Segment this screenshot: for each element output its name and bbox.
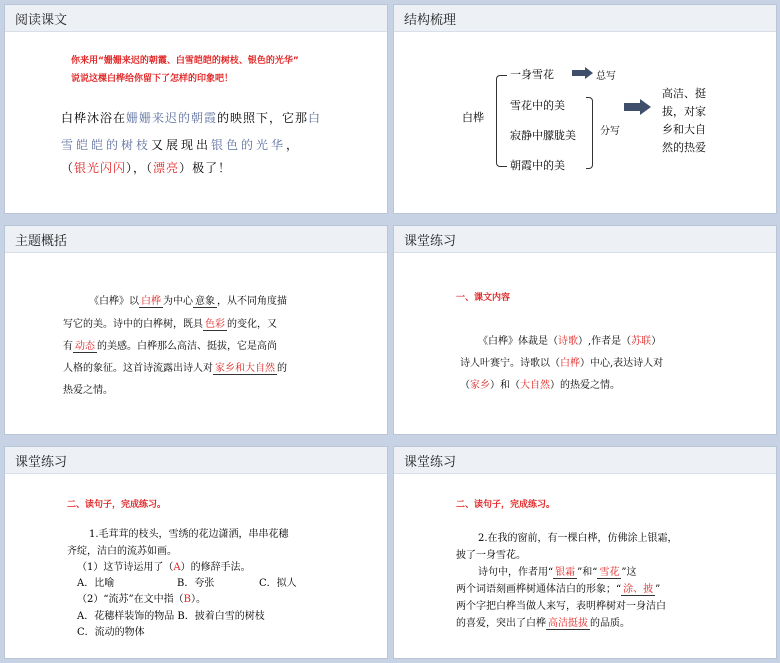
slide-header <box>5 5 387 32</box>
slide-structure[interactable] <box>393 4 777 214</box>
branch-234-tag: 分写 <box>600 126 620 137</box>
text: ）和（ <box>490 380 520 391</box>
slide-exercise-1[interactable] <box>4 446 388 659</box>
theme-line-5: 热爱之情。 <box>63 385 113 396</box>
answer: 苏联 <box>631 336 652 347</box>
analysis-line-2 <box>456 580 660 595</box>
text: ）的热爱之情。 <box>550 380 620 391</box>
text: （1）这节诗运用了（ <box>77 562 174 573</box>
text: 的 <box>277 363 287 374</box>
text: ）中心,表达诗人对 <box>580 358 664 369</box>
text: 的喜爱，突出了白桦 <box>456 618 546 629</box>
branch-4: 朝霞中的美 <box>510 159 565 172</box>
keyword: 意象 <box>195 296 215 307</box>
text: ”和“ <box>577 567 598 578</box>
exercise-line-3 <box>460 376 620 391</box>
text: （ <box>460 380 470 391</box>
theme-line-3 <box>63 337 277 352</box>
branch-2: 雪花中的美 <box>510 99 565 112</box>
passage-line-1 <box>61 109 321 126</box>
text: ， <box>286 138 302 152</box>
text: 诗句中，作者用“ <box>478 567 554 578</box>
text: 的品质。 <box>590 618 630 629</box>
root-brace <box>496 75 507 167</box>
section-heading: 二、读句子，完成练习。 <box>456 500 556 510</box>
slide-theme[interactable] <box>4 225 388 435</box>
answer: 色彩 <box>205 319 225 330</box>
text: 又展现出 <box>151 138 212 152</box>
text: ）。 <box>190 594 206 605</box>
text: （2）“流苏”在文中指（ <box>77 594 184 605</box>
option-line-ab: A．花穗样装饰的物品 B．披着白雪的树枝 <box>77 611 265 622</box>
sentence-line-2: 披了一身雪花。 <box>456 550 526 561</box>
question-2 <box>77 590 206 605</box>
text: 白桦沐浴在 <box>61 111 127 125</box>
question-1 <box>77 558 251 573</box>
arrow-icon <box>624 99 652 115</box>
sentence-line-2: 齐绽，洁白的流苏如画。 <box>67 546 177 557</box>
slide-header <box>394 226 776 253</box>
sub-brace <box>586 97 593 169</box>
slide-exercise-2[interactable] <box>393 446 777 659</box>
text: 写它的美。诗中的白桦树，既具 <box>63 319 203 330</box>
answer: 白桦 <box>141 296 161 307</box>
answer: 银霜 <box>555 567 576 578</box>
answer: 家乡和大自然 <box>215 363 275 374</box>
text: ） <box>651 336 662 347</box>
phrase: 银色的光华 <box>211 138 287 152</box>
text: ）,作者是（ <box>578 336 632 347</box>
phrase: 白 <box>308 111 322 125</box>
text: ，从不同角度描 <box>217 296 287 307</box>
text: ），（ <box>126 161 154 175</box>
slide-header <box>5 226 387 253</box>
text: ” <box>655 584 661 595</box>
prompt-line-1: 你来用“姗姗来迟的朝霞、白雪皑皑的树枝、银色的光华” <box>71 56 299 66</box>
slide-title: 阅读课文 <box>15 13 68 28</box>
slide-title: 主题概括 <box>15 234 68 249</box>
text: ”这 <box>621 567 637 578</box>
mindmap-root: 白桦 <box>462 111 484 124</box>
analysis-line-1 <box>478 563 636 578</box>
exercise-line-1 <box>478 332 661 347</box>
answer: 涂、披 <box>623 584 654 595</box>
answer: 大自然 <box>520 380 550 391</box>
answer: 诗歌 <box>558 336 578 347</box>
answer: 银光闪闪 <box>74 161 127 175</box>
branch-1: 一身雪花 <box>510 68 554 81</box>
prompt-line-2: 说说这棵白桦给你留下了怎样的印象吧！ <box>71 74 234 84</box>
option-line-c: C．流动的物体 <box>77 627 145 638</box>
section-heading: 二、读句子，完成练习。 <box>67 500 167 510</box>
answer: 高洁挺拔 <box>548 618 588 629</box>
text: 诗人叶赛宁。诗歌以（ <box>460 358 560 369</box>
text: 为中心 <box>163 296 193 307</box>
theme-line-4 <box>63 359 287 374</box>
slide-title: 课堂练习 <box>15 455 68 470</box>
text: 《白桦》体裁是（ <box>478 336 558 347</box>
section-heading: 一、课文内容 <box>456 293 511 303</box>
text: 两个词语刻画桦树通体洁白的形象；“ <box>456 584 622 595</box>
passage-line-3 <box>61 159 231 176</box>
answer: 漂亮 <box>153 161 180 175</box>
answer: A <box>173 562 181 573</box>
text: 的变化，又 <box>227 319 277 330</box>
analysis-line-3: 两个字把白桦当做人来写，表明桦树对一身洁白 <box>456 601 666 612</box>
answer: 动态 <box>75 341 95 352</box>
answer: 白桦 <box>560 358 580 369</box>
branch-3: 寂静中朦胧美 <box>510 129 576 142</box>
phrase: 姗姗来迟的朝霞 <box>126 111 218 125</box>
text: ）的修辞手法。 <box>180 562 251 573</box>
slide-title: 课堂练习 <box>404 455 457 470</box>
conclusion-box <box>662 85 706 157</box>
sentence-line-1: 1.毛茸茸的枝头，雪绣的花边潇洒，串串花穗 <box>89 529 289 540</box>
text: 的映照下，它那 <box>217 111 309 125</box>
option-c: C．拟人 <box>259 578 297 589</box>
branch-1-tag: 总写 <box>596 71 616 82</box>
theme-line-2 <box>63 315 277 330</box>
exercise-line-2 <box>460 354 663 369</box>
text: 有 <box>63 341 73 352</box>
answer: 家乡 <box>470 380 490 391</box>
slide-exercise-content[interactable] <box>393 225 777 435</box>
slide-read-text[interactable] <box>4 4 388 214</box>
text: ）极了！ <box>179 161 232 175</box>
text: （ <box>61 161 75 175</box>
theme-line-1 <box>89 292 287 307</box>
conclusion-line: 高洁、挺 <box>662 87 706 100</box>
slide-header <box>5 447 387 474</box>
text: 的美感。白桦那么高洁、挺拔，它是高尚 <box>97 341 277 352</box>
sentence-line-1: 2.在我的窗前，有一棵白桦，仿佛涂上银霜， <box>478 533 678 544</box>
analysis-line-4 <box>456 614 630 629</box>
slide-title: 结构梳理 <box>404 13 457 28</box>
slide-header <box>394 5 776 32</box>
text: 《白桦》以 <box>89 296 139 307</box>
arrow-icon <box>572 67 594 79</box>
text: 人格的象征。这首诗流露出诗人对 <box>63 363 213 374</box>
slide-title: 课堂练习 <box>404 234 457 249</box>
phrase: 雪皑皑的树枝 <box>61 138 152 152</box>
option-b: B．夸张 <box>177 578 215 589</box>
slide-header <box>394 447 776 474</box>
passage-line-2 <box>61 136 301 153</box>
answer: 雪花 <box>599 567 620 578</box>
conclusion-line: 乡和大自 <box>662 123 706 136</box>
option-a: A．比喻 <box>77 578 115 589</box>
conclusion-line: 然的热爱 <box>662 141 706 154</box>
conclusion-line: 拔，对家 <box>662 105 706 118</box>
answer: B <box>183 594 191 605</box>
